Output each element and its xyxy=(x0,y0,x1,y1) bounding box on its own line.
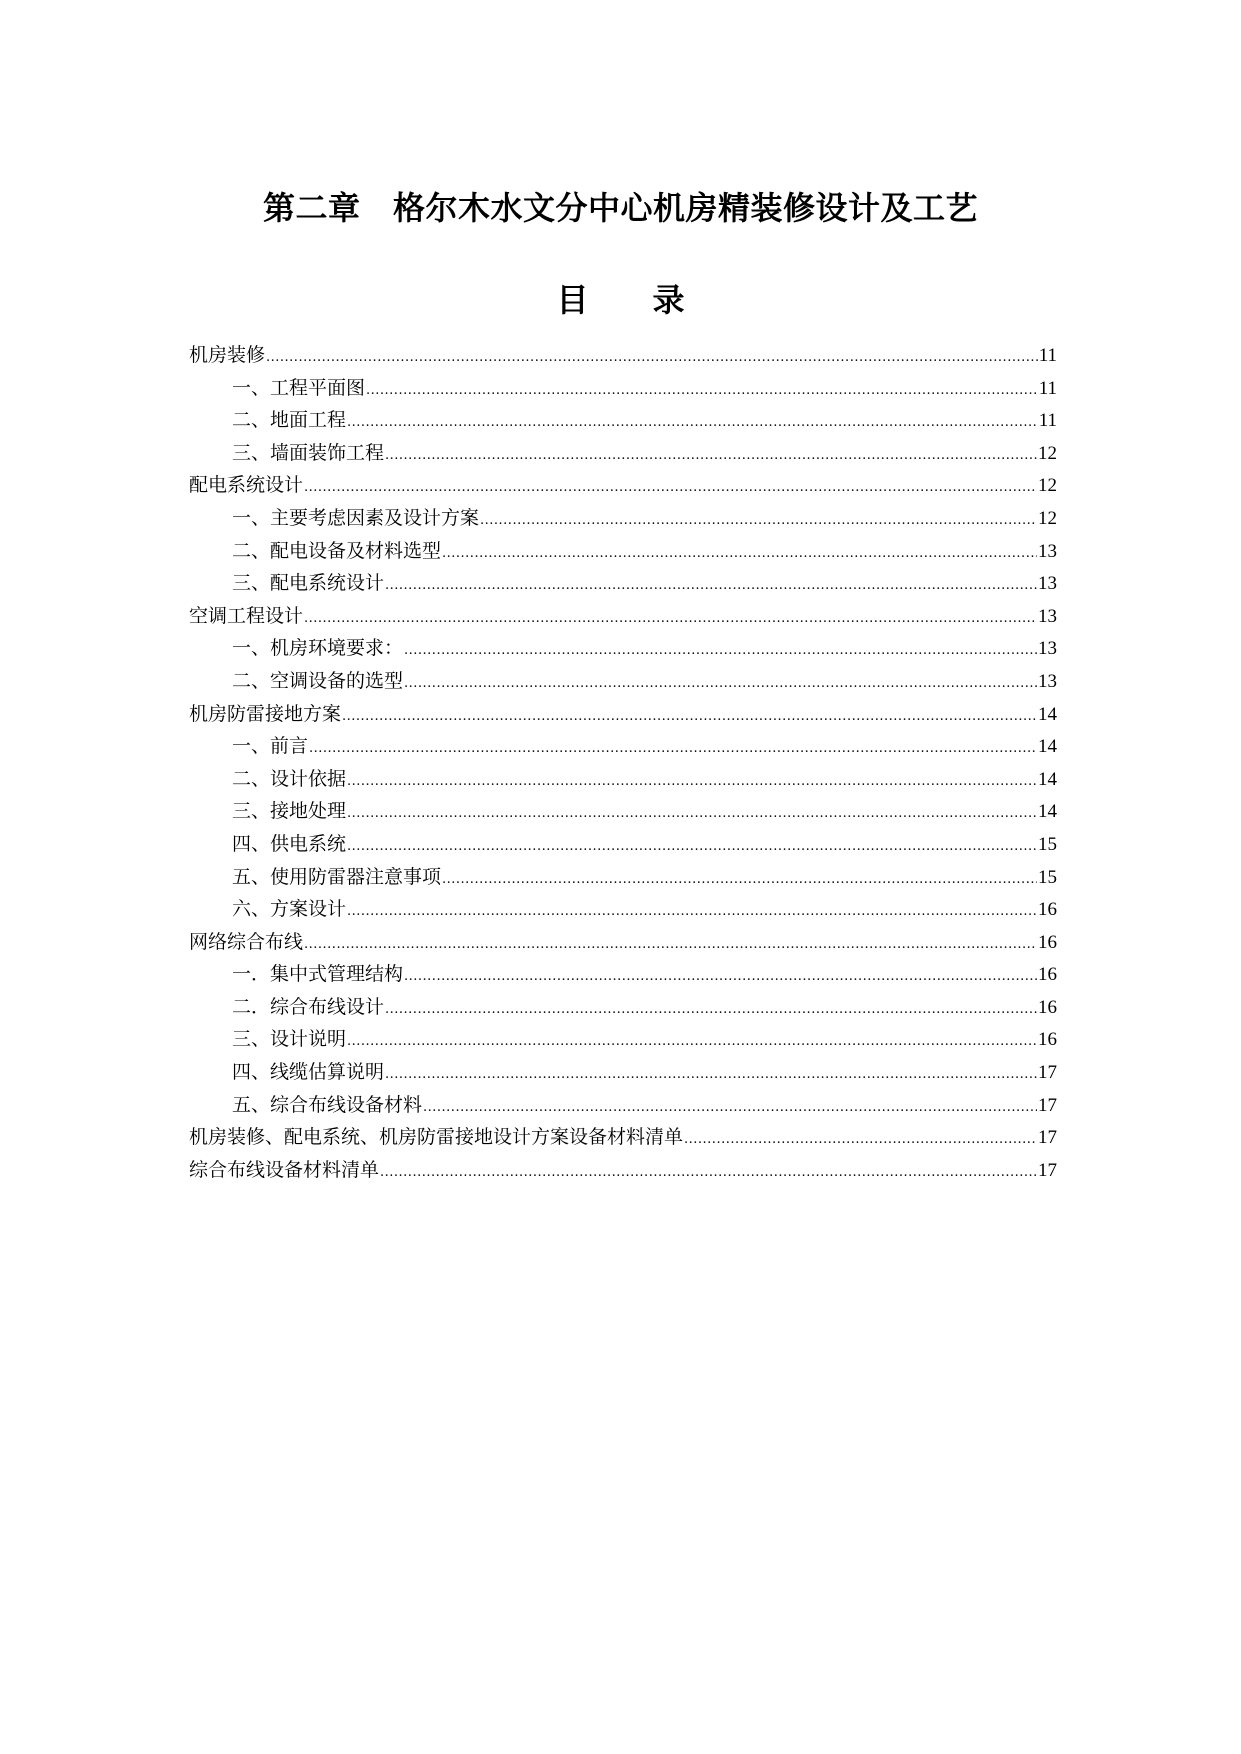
toc-entry-page-number: 12 xyxy=(1038,475,1057,497)
toc-entry-page-number: 17 xyxy=(1038,1127,1057,1149)
toc-entry-page-number: 15 xyxy=(1038,866,1057,888)
toc-entry-label: 四、线缆估算说明 xyxy=(232,1061,385,1084)
toc-entry-label: 四、供电系统 xyxy=(232,832,347,855)
toc-dot-leader xyxy=(342,701,1037,734)
toc-entry-page-number: 16 xyxy=(1038,899,1057,921)
toc-entry-label: 综合布线设备材料清单 xyxy=(189,1158,380,1181)
toc-entry-page-number: 16 xyxy=(1038,931,1057,953)
toc-entry-page-number: 17 xyxy=(1038,1062,1057,1084)
toc-entry-page-number: 11 xyxy=(1038,345,1057,366)
toc-entry-page-number: 14 xyxy=(1038,736,1057,758)
toc-entry-label: 三、墙面装饰工程 xyxy=(232,441,385,464)
toc-entry-label: 三、设计说明 xyxy=(232,1028,347,1051)
toc-entry-page-number: 14 xyxy=(1038,768,1057,790)
toc-entry-page-number: 11 xyxy=(1038,377,1057,399)
toc-dot-leader xyxy=(480,505,1037,538)
toc-entry-label: 一．集中式管理结构 xyxy=(232,963,404,986)
toc-entry[interactable] xyxy=(189,795,1057,828)
toc-entry[interactable] xyxy=(189,1154,1057,1187)
toc-dot-leader xyxy=(380,1157,1037,1190)
toc-entry[interactable] xyxy=(189,1121,1057,1154)
toc-entry-page-number: 14 xyxy=(1038,801,1057,823)
toc-entry-page-number: 17 xyxy=(1038,1159,1057,1181)
toc-entry-label: 五、使用防雷器注意事项 xyxy=(232,865,442,888)
toc-dot-leader xyxy=(442,538,1037,571)
toc-entry-label: 空调工程设计 xyxy=(189,604,304,627)
toc-entry[interactable] xyxy=(189,861,1057,894)
toc-dot-leader xyxy=(347,407,1038,440)
toc-entry-label: 五、综合布线设备材料 xyxy=(232,1093,423,1116)
toc-dot-leader xyxy=(423,1092,1037,1125)
toc-entry-page-number: 13 xyxy=(1038,573,1057,595)
toc-entry-label: 网络综合布线 xyxy=(189,930,304,953)
toc-entry-label: 二、地面工程 xyxy=(232,409,347,432)
toc-entry[interactable] xyxy=(189,469,1057,502)
toc-entry[interactable] xyxy=(189,404,1057,437)
toc-entry-label: 二、设计依据 xyxy=(232,767,347,790)
chapter-title: 第二章 格尔木水文分中心机房精装修设计及工艺 xyxy=(262,189,978,227)
toc-entry-page-number: 14 xyxy=(1038,703,1057,725)
toc-entry-label: 配电系统设计 xyxy=(189,474,304,497)
toc-dot-leader xyxy=(309,733,1037,766)
toc-dot-leader xyxy=(304,603,1037,636)
toc-entry-page-number: 16 xyxy=(1038,964,1057,986)
toc-entry-label: 机房防雷接地方案 xyxy=(189,702,342,725)
toc-entry-page-number: 12 xyxy=(1038,442,1057,464)
toc-dot-leader xyxy=(385,994,1037,1027)
toc-entry[interactable] xyxy=(189,502,1057,535)
toc-heading: 目 录 xyxy=(556,281,685,319)
toc-dot-leader xyxy=(347,896,1037,929)
toc-entry[interactable] xyxy=(189,567,1057,600)
toc-entry-label: 一、前言 xyxy=(232,735,309,758)
toc-entry-page-number: 13 xyxy=(1038,540,1057,562)
toc-dot-leader xyxy=(304,472,1037,505)
toc-entry-label: 一、工程平面图 xyxy=(232,376,366,399)
toc-entry[interactable] xyxy=(189,828,1057,861)
toc-dot-leader xyxy=(347,766,1037,799)
toc-entry-label: 六、方案设计 xyxy=(232,898,347,921)
toc-entry-label: 一、主要考虑因素及设计方案 xyxy=(232,506,480,529)
toc-dot-leader xyxy=(266,342,1038,375)
toc-entry[interactable] xyxy=(189,535,1057,568)
toc-entry[interactable] xyxy=(189,698,1057,731)
toc-entry-label: 一、机房环境要求： xyxy=(232,637,404,660)
toc-dot-leader xyxy=(385,440,1037,473)
toc-entry-label: 二、配电设备及材料选型 xyxy=(232,539,442,562)
toc-entry-page-number: 12 xyxy=(1038,507,1057,529)
toc-entry[interactable] xyxy=(189,665,1057,698)
toc-dot-leader xyxy=(347,831,1037,864)
table-of-contents xyxy=(189,339,1057,1186)
toc-entry[interactable] xyxy=(189,632,1057,665)
toc-entry-page-number: 16 xyxy=(1038,1029,1057,1051)
toc-entry-page-number: 13 xyxy=(1038,670,1057,692)
toc-dot-leader xyxy=(304,929,1037,962)
toc-entry[interactable] xyxy=(189,991,1057,1024)
toc-dot-leader xyxy=(404,635,1037,668)
toc-entry[interactable] xyxy=(189,1056,1057,1089)
toc-dot-leader xyxy=(385,570,1037,603)
toc-entry-label: 机房装修、配电系统、机房防雷接地设计方案设备材料清单 xyxy=(189,1126,684,1149)
toc-entry[interactable] xyxy=(189,600,1057,633)
toc-dot-leader xyxy=(347,798,1037,831)
toc-entry[interactable] xyxy=(189,1023,1057,1056)
toc-entry-page-number: 13 xyxy=(1038,605,1057,627)
toc-dot-leader xyxy=(404,961,1037,994)
toc-dot-leader xyxy=(442,864,1037,897)
toc-entry[interactable] xyxy=(189,893,1057,926)
toc-entry-label: 二、空调设备的选型 xyxy=(232,669,404,692)
toc-dot-leader xyxy=(404,668,1037,701)
toc-entry-page-number: 16 xyxy=(1038,996,1057,1018)
toc-entry[interactable] xyxy=(189,437,1057,470)
toc-entry[interactable] xyxy=(189,958,1057,991)
toc-entry-page-number: 15 xyxy=(1038,833,1057,855)
toc-entry-label: 三、配电系统设计 xyxy=(232,572,385,595)
toc-entry-page-number: 11 xyxy=(1038,410,1057,432)
toc-entry-label: 二．综合布线设计 xyxy=(232,995,385,1018)
toc-entry-page-number: 17 xyxy=(1038,1094,1057,1116)
toc-entry-label: 机房装修 xyxy=(189,344,266,366)
toc-entry[interactable] xyxy=(189,926,1057,959)
toc-dot-leader xyxy=(347,1026,1037,1059)
toc-entry[interactable] xyxy=(189,339,1057,372)
toc-dot-leader xyxy=(385,1059,1037,1092)
toc-dot-leader xyxy=(684,1124,1037,1157)
toc-dot-leader xyxy=(366,375,1038,408)
toc-entry[interactable] xyxy=(189,763,1057,796)
toc-entry[interactable] xyxy=(189,1089,1057,1122)
toc-entry[interactable] xyxy=(189,730,1057,763)
toc-entry[interactable] xyxy=(189,372,1057,405)
toc-entry-page-number: 13 xyxy=(1038,638,1057,660)
toc-entry-label: 三、接地处理 xyxy=(232,800,347,823)
